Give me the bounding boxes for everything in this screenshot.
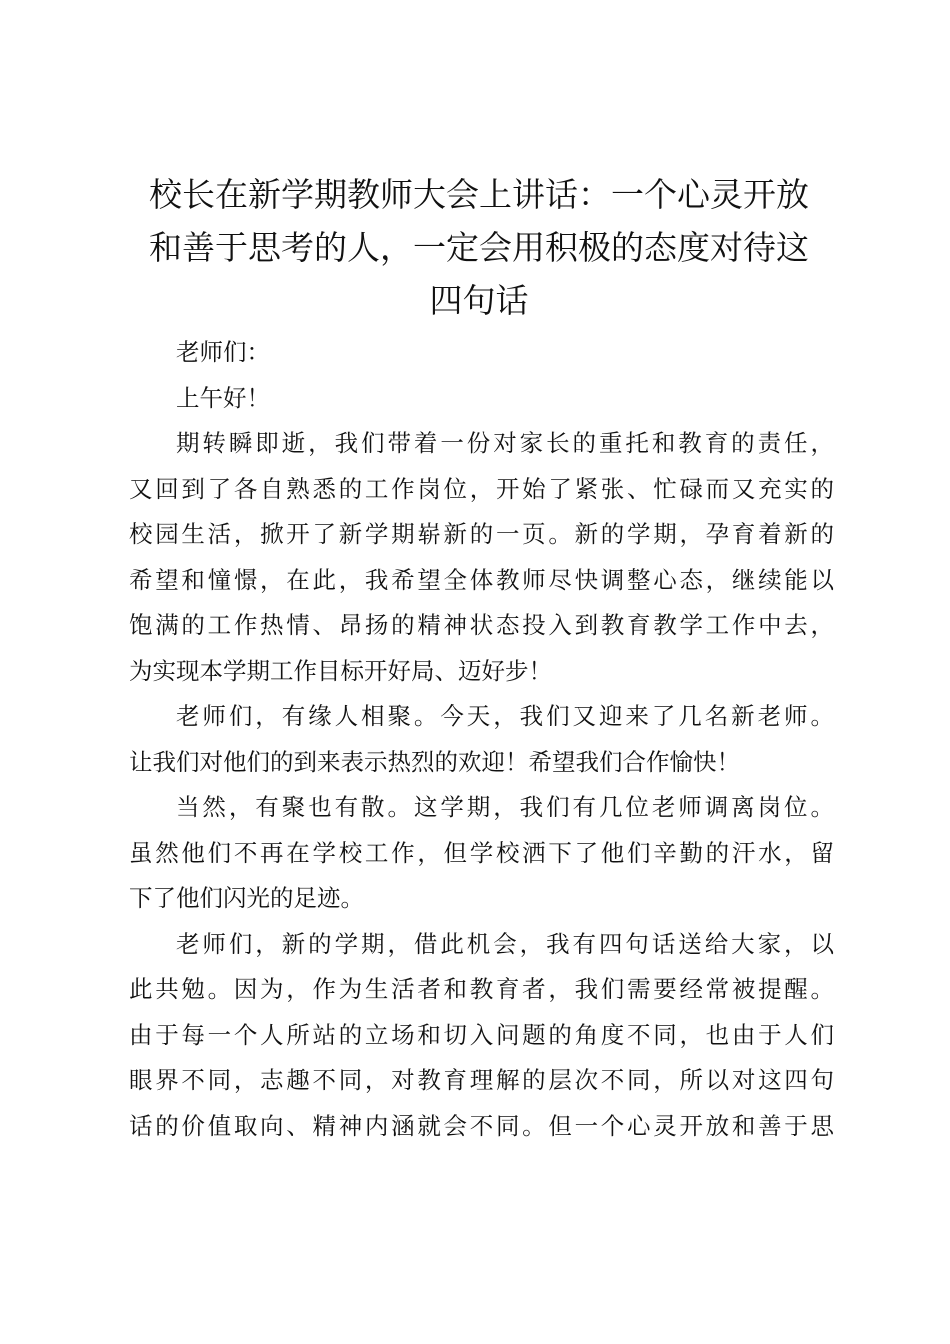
greeting-paragraph [129, 376, 834, 422]
text-line: 老师们，新的学期，借此机会，我有四句话送给大家，以 [176, 929, 834, 958]
text-line: 希望和憧憬，在此，我希望全体教师尽快调整心态，继续能以 [129, 565, 834, 594]
text-line: 虽然他们不再在学校工作，但学校洒下了他们辛勤的汗水，留 [129, 838, 834, 867]
text-line: 让我们对他们的到来表示热烈的欢迎！希望我们合作愉快！ [129, 747, 740, 776]
text-line: 饱满的工作热情、昂扬的精神状态投入到教育教学工作中去， [129, 611, 834, 639]
text-line: 上午好！ [176, 383, 270, 412]
text-line: 期转瞬即逝，我们带着一份对家长的重托和教育的责任， [176, 429, 834, 457]
text-line: 由于每一个人所站的立场和切入问题的角度不同，也由于人们 [129, 1020, 834, 1049]
body-paragraph [129, 421, 834, 694]
title-line: 和善于思考的人，一定会用积极的态度对待这 [149, 228, 809, 267]
text-line: 校园生活，掀开了新学期崭新的一页。新的学期，孕育着新的 [129, 520, 834, 548]
document-title [120, 168, 838, 327]
document-body [129, 330, 834, 1149]
text-line: 下了他们闪光的足迹。 [129, 884, 364, 912]
text-line: 老师们： [176, 338, 270, 366]
body-paragraph [129, 694, 834, 785]
text-line: 为实现本学期工作目标开好局、迈好步！ [129, 656, 552, 685]
text-line: 眼界不同，志趣不同，对教育理解的层次不同，所以对这四句 [129, 1066, 834, 1094]
text-line: 老师们，有缘人相聚。今天，我们又迎来了几名新老师。 [176, 702, 834, 730]
text-line: 又回到了各自熟悉的工作岗位，开始了紧张、忙碌而又充实的 [129, 474, 834, 503]
title-line: 校长在新学期教师大会上讲话：一个心灵开放 [149, 175, 809, 214]
body-paragraph [129, 785, 834, 922]
text-line: 话的价值取向、精神内涵就会不同。但一个心灵开放和善于思 [129, 1111, 834, 1140]
text-line: 当然，有聚也有散。这学期，我们有几位老师调离岗位。 [176, 793, 834, 821]
salutation-paragraph [129, 330, 834, 376]
title-line: 四句话 [429, 281, 529, 320]
text-line: 此共勉。因为，作为生活者和教育者，我们需要经常被提醒。 [129, 975, 834, 1003]
body-paragraph [129, 922, 834, 1150]
